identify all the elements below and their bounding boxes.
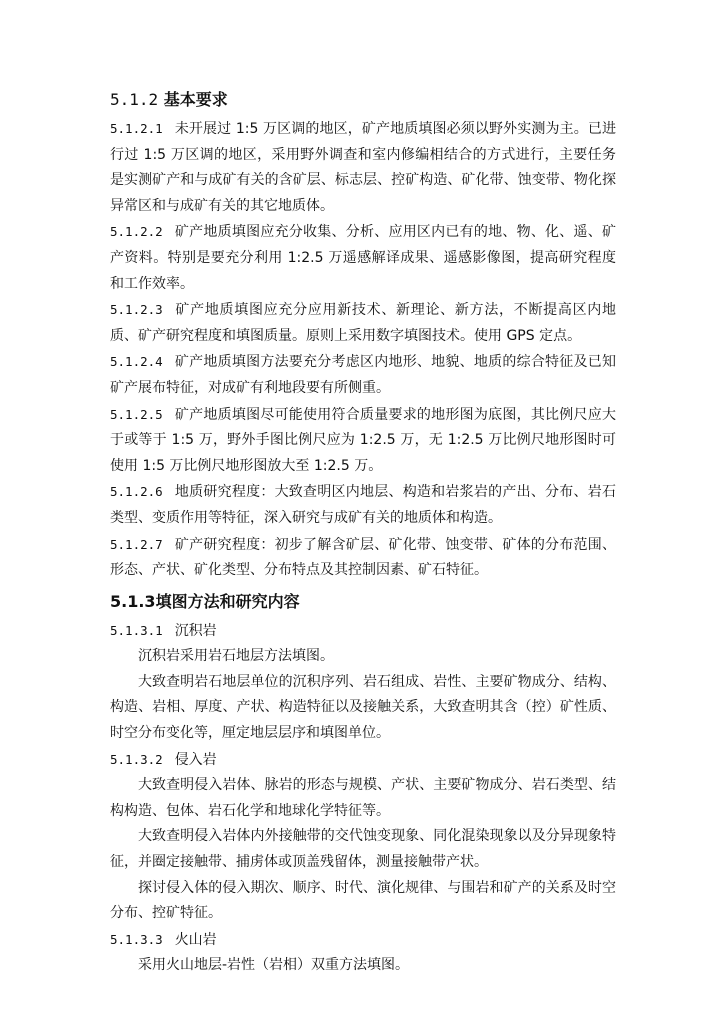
clause-5-1-2-3 <box>110 297 616 349</box>
paragraph: 大致查明侵入岩体、脉岩的形态与规模、产状、主要矿物成分、岩石类型、结构构造、包体、岩石化学和地球化学特征等。 <box>110 777 616 819</box>
clause-text: 矿产地质填图方法要充分考虑区内地形、地貌、地质的综合特征及已知矿产展布特征，对成矿有利地段要有所侧重。 <box>110 354 616 396</box>
paragraph: 大致查明岩石地层单位的沉积序列、岩石组成、岩性、主要矿物成分、结构、构造、岩相、厚度、产状、构造特征以及接触关系，大致查明其含（控）矿性质、时空分布变化等，厘定地层层序和填图单位。 <box>110 673 616 742</box>
subsection-title: 侵入岩 <box>174 751 217 768</box>
section-title: 基本要求 <box>163 90 228 109</box>
subsection-5-1-3-1 <box>110 618 616 645</box>
clause-text: 地质研究程度：大致查明区内地层、构造和岩浆岩的产出、分布、岩石类型、变质作用等特征，深入研究与成矿有关的地质体和构造。 <box>110 484 616 526</box>
clause-5-1-2-7 <box>110 532 616 584</box>
clause-text: 矿产地质填图应充分收集、分析、应用区内已有的地、物、化、遥、矿产资料。特别是要充分利用 1:2.5 万遥感解译成果、遥感影像图，提高研究程度和工作效率。 <box>110 224 616 292</box>
clause-text: 矿产研究程度：初步了解含矿层、矿化带、蚀变带、矿体的分布范围、形态、产状、矿化类型、分布特点及其控制因素、矿石特征。 <box>110 536 616 579</box>
clause-number: 5.1.2.5 <box>110 406 163 422</box>
clause-number: 5.1.2.4 <box>110 354 163 370</box>
section-number: 5.1.2 <box>110 90 159 109</box>
clause-number: 5.1.2.1 <box>110 121 163 136</box>
paragraph: 采用火山地层-岩性（岩相）双重方法填图。 <box>138 957 410 974</box>
clause-number: 5.1.2.3 <box>110 302 163 318</box>
clause-5-1-2-1 <box>110 116 616 219</box>
subsection-5-1-3-2 <box>110 747 616 774</box>
subsection-number: 5.1.3.3 <box>110 931 163 947</box>
subsection-5-1-3-3 <box>110 927 616 954</box>
clause-5-1-2-5 <box>110 402 616 480</box>
paragraph: 沉积岩采用岩石地层方法填图。 <box>138 648 334 665</box>
paragraph: 大致查明侵入岩体内外接触带的交代蚀变现象、同化混染现象以及分异现象特征，并圈定接触带、捕虏体或顶盖残留体，测量接触带产状。 <box>110 828 616 871</box>
section-heading-5-1-2 <box>110 88 616 112</box>
section-title: 填图方法和研究内容 <box>155 591 300 611</box>
section-heading-5-1-3 <box>110 590 616 614</box>
clause-text: 未开展过 1:5 万区调的地区，矿产地质填图必须以野外实测为主。已进行过 1:5 万区调的地区，采用野外调查和室内修编相结合的方式进行，主要任务是实测矿产和与成矿有关的含矿层、标志层、控矿构造、矿化带、蚀变带、物化探异常区和与成矿有关的其它地质体。 <box>110 121 616 214</box>
clause-5-1-2-6 <box>110 479 616 531</box>
clause-5-1-2-2 <box>110 219 616 297</box>
clause-number: 5.1.2.7 <box>110 536 163 552</box>
document-page <box>110 86 616 979</box>
subsection-number: 5.1.3.1 <box>110 622 163 638</box>
section-number: 5.1.3 <box>110 591 156 611</box>
subsection-title: 沉积岩 <box>174 622 217 639</box>
clause-number: 5.1.2.2 <box>110 224 163 240</box>
clause-text: 矿产地质填图尽可能使用符合质量要求的地形图为底图，其比例尺应大于或等于 1:5 万，野外手图比例尺应为 1:2.5 万，无 1:2.5 万比例尺地形图时可使用 1:5 万比例尺地形图放大至 1:2.5 万。 <box>110 406 616 474</box>
clause-text: 矿产地质填图应充分应用新技术、新理论、新方法，不断提高区内地质、矿产研究程度和填图质量。原则上采用数字填图技术。使用 GPS 定点。 <box>110 302 616 344</box>
subsection-title: 火山岩 <box>174 931 217 948</box>
clause-5-1-2-4 <box>110 349 616 401</box>
clause-number: 5.1.2.6 <box>110 484 163 500</box>
subsection-number: 5.1.3.2 <box>110 751 163 767</box>
paragraph: 探讨侵入体的侵入期次、顺序、时代、演化规律、与围岩和矿产的关系及时空分布、控矿特征。 <box>110 879 616 922</box>
